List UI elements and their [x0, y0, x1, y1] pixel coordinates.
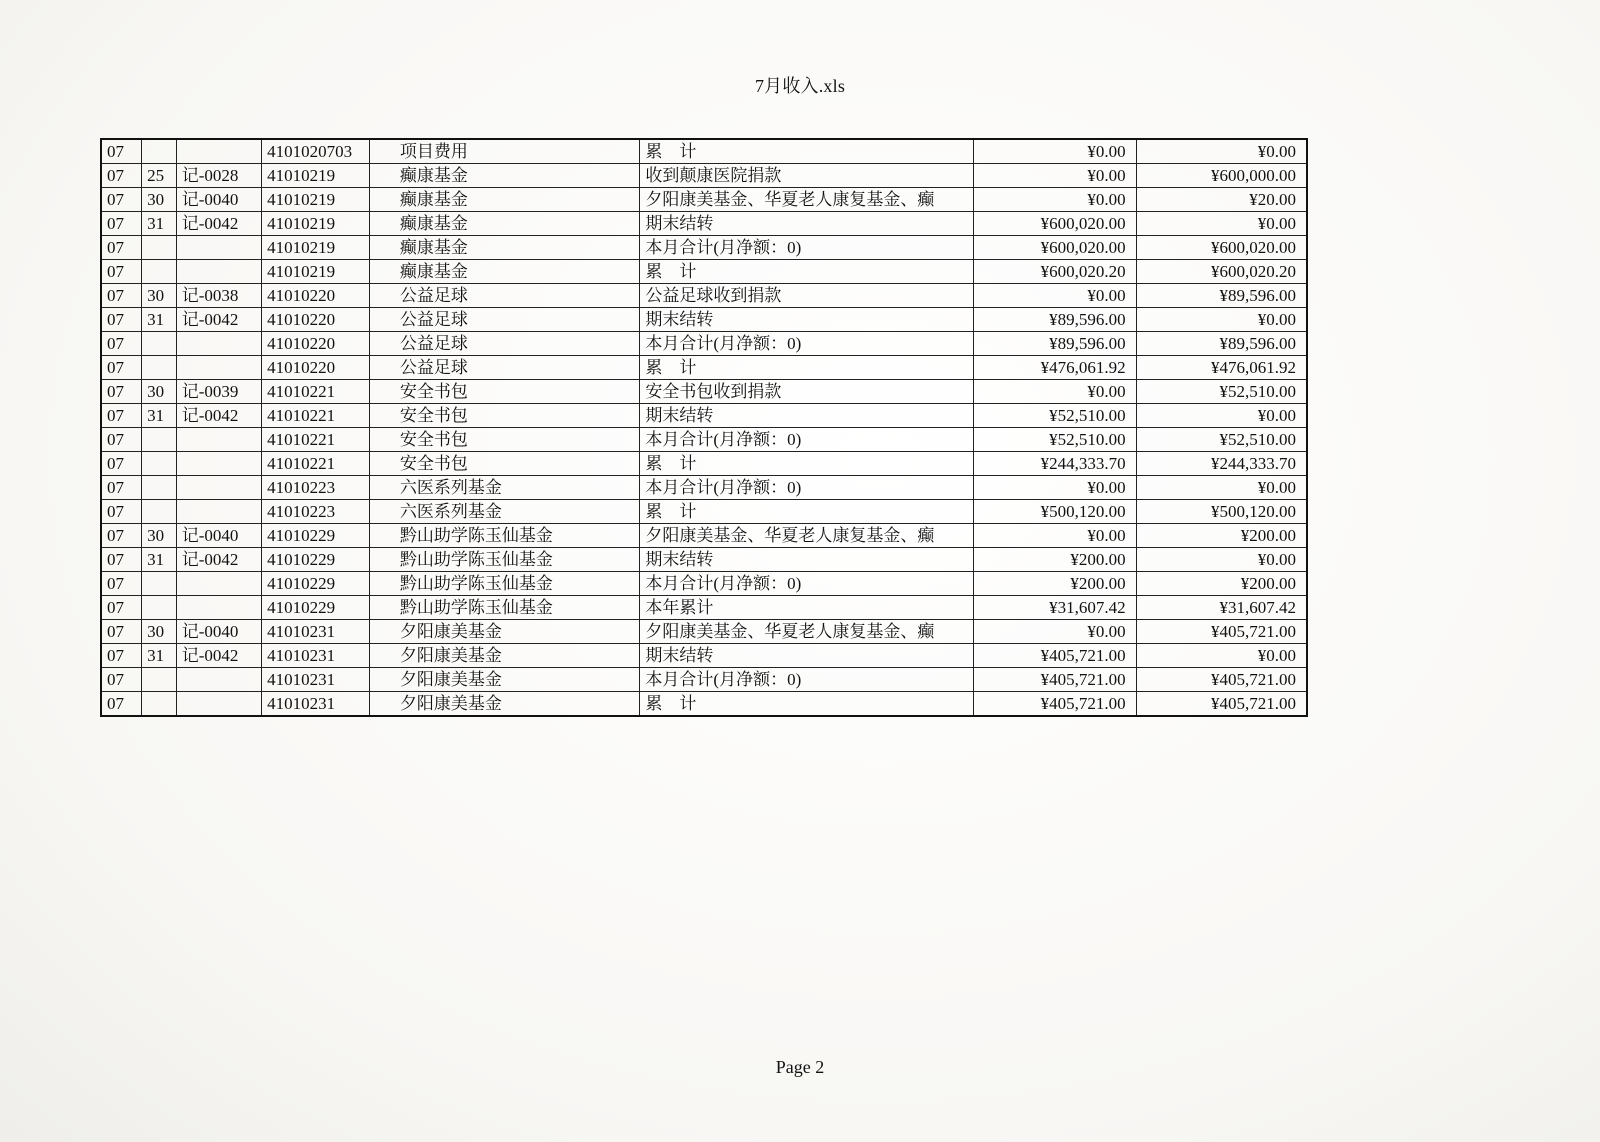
day-cell: 31 [142, 644, 177, 668]
table-row [101, 212, 1307, 236]
debit-cell: ¥600,020.00 [973, 236, 1136, 260]
summary-cell: 累 计 [640, 139, 974, 164]
account-code-cell: 41010229 [262, 524, 370, 548]
month-cell: 07 [101, 356, 142, 380]
month-cell: 07 [101, 452, 142, 476]
month-cell: 07 [101, 236, 142, 260]
month-cell: 07 [101, 212, 142, 236]
voucher-cell: 记-0039 [176, 380, 261, 404]
month-cell: 07 [101, 188, 142, 212]
table-row [101, 428, 1307, 452]
account-name-cell: 黔山助学陈玉仙基金 [369, 524, 639, 548]
month-cell: 07 [101, 404, 142, 428]
day-cell [142, 500, 177, 524]
month-cell: 07 [101, 692, 142, 717]
summary-cell: 公益足球收到捐款 [640, 284, 974, 308]
month-cell: 07 [101, 164, 142, 188]
voucher-cell [176, 596, 261, 620]
account-code-cell: 41010219 [262, 236, 370, 260]
credit-cell: ¥0.00 [1136, 476, 1307, 500]
summary-cell: 期末结转 [640, 308, 974, 332]
summary-cell: 本月合计(月净额：0) [640, 476, 974, 500]
table-row [101, 188, 1307, 212]
summary-cell: 累 计 [640, 356, 974, 380]
account-name-cell: 公益足球 [369, 308, 639, 332]
table-row [101, 139, 1307, 164]
day-cell: 30 [142, 524, 177, 548]
day-cell [142, 428, 177, 452]
account-name-cell: 夕阳康美基金 [369, 692, 639, 717]
day-cell: 25 [142, 164, 177, 188]
credit-cell: ¥200.00 [1136, 524, 1307, 548]
account-code-cell: 4101020703 [262, 139, 370, 164]
voucher-cell: 记-0042 [176, 404, 261, 428]
day-cell [142, 452, 177, 476]
account-name-cell: 安全书包 [369, 452, 639, 476]
credit-cell: ¥0.00 [1136, 212, 1307, 236]
day-cell: 30 [142, 188, 177, 212]
credit-cell: ¥600,020.20 [1136, 260, 1307, 284]
ledger-body [101, 139, 1307, 716]
ledger-table-container [100, 138, 1308, 717]
credit-cell: ¥600,020.00 [1136, 236, 1307, 260]
credit-cell: ¥476,061.92 [1136, 356, 1307, 380]
credit-cell: ¥500,120.00 [1136, 500, 1307, 524]
debit-cell: ¥52,510.00 [973, 404, 1136, 428]
account-name-cell: 癫康基金 [369, 188, 639, 212]
table-row [101, 452, 1307, 476]
credit-cell: ¥405,721.00 [1136, 620, 1307, 644]
credit-cell: ¥0.00 [1136, 548, 1307, 572]
account-name-cell: 黔山助学陈玉仙基金 [369, 596, 639, 620]
account-code-cell: 41010229 [262, 596, 370, 620]
credit-cell: ¥200.00 [1136, 572, 1307, 596]
month-cell: 07 [101, 332, 142, 356]
voucher-cell [176, 236, 261, 260]
month-cell: 07 [101, 668, 142, 692]
credit-cell: ¥600,000.00 [1136, 164, 1307, 188]
month-cell: 07 [101, 572, 142, 596]
account-code-cell: 41010223 [262, 500, 370, 524]
table-row [101, 236, 1307, 260]
table-row [101, 668, 1307, 692]
day-cell [142, 692, 177, 717]
debit-cell: ¥0.00 [973, 620, 1136, 644]
table-row [101, 572, 1307, 596]
day-cell: 31 [142, 548, 177, 572]
table-row [101, 620, 1307, 644]
table-row [101, 524, 1307, 548]
debit-cell: ¥0.00 [973, 188, 1136, 212]
month-cell: 07 [101, 139, 142, 164]
account-name-cell: 公益足球 [369, 356, 639, 380]
voucher-cell: 记-0038 [176, 284, 261, 308]
account-code-cell: 41010219 [262, 164, 370, 188]
account-name-cell: 黔山助学陈玉仙基金 [369, 572, 639, 596]
debit-cell: ¥476,061.92 [973, 356, 1136, 380]
credit-cell: ¥0.00 [1136, 404, 1307, 428]
account-code-cell: 41010229 [262, 548, 370, 572]
credit-cell: ¥0.00 [1136, 644, 1307, 668]
credit-cell: ¥20.00 [1136, 188, 1307, 212]
debit-cell: ¥0.00 [973, 284, 1136, 308]
table-row [101, 260, 1307, 284]
account-code-cell: 41010221 [262, 452, 370, 476]
voucher-cell [176, 500, 261, 524]
table-row [101, 596, 1307, 620]
month-cell: 07 [101, 284, 142, 308]
debit-cell: ¥200.00 [973, 572, 1136, 596]
account-code-cell: 41010231 [262, 692, 370, 717]
day-cell: 30 [142, 380, 177, 404]
voucher-cell [176, 356, 261, 380]
summary-cell: 收到颠康医院捐款 [640, 164, 974, 188]
page-number: Page 2 [775, 1057, 825, 1077]
account-code-cell: 41010220 [262, 284, 370, 308]
month-cell: 07 [101, 308, 142, 332]
voucher-cell [176, 260, 261, 284]
summary-cell: 本月合计(月净额：0) [640, 428, 974, 452]
voucher-cell [176, 332, 261, 356]
table-row [101, 284, 1307, 308]
account-name-cell: 夕阳康美基金 [369, 620, 639, 644]
account-name-cell: 癫康基金 [369, 164, 639, 188]
summary-cell: 期末结转 [640, 644, 974, 668]
account-code-cell: 41010219 [262, 212, 370, 236]
credit-cell: ¥405,721.00 [1136, 668, 1307, 692]
account-name-cell: 六医系列基金 [369, 476, 639, 500]
day-cell [142, 332, 177, 356]
table-row [101, 644, 1307, 668]
month-cell: 07 [101, 476, 142, 500]
account-name-cell: 黔山助学陈玉仙基金 [369, 548, 639, 572]
voucher-cell [176, 139, 261, 164]
account-name-cell: 癫康基金 [369, 260, 639, 284]
account-code-cell: 41010219 [262, 188, 370, 212]
voucher-cell: 记-0040 [176, 524, 261, 548]
voucher-cell [176, 452, 261, 476]
month-cell: 07 [101, 524, 142, 548]
debit-cell: ¥500,120.00 [973, 500, 1136, 524]
day-cell [142, 356, 177, 380]
credit-cell: ¥52,510.00 [1136, 428, 1307, 452]
debit-cell: ¥0.00 [973, 164, 1136, 188]
credit-cell: ¥52,510.00 [1136, 380, 1307, 404]
voucher-cell: 记-0028 [176, 164, 261, 188]
debit-cell: ¥405,721.00 [973, 644, 1136, 668]
account-name-cell: 癫康基金 [369, 236, 639, 260]
credit-cell: ¥89,596.00 [1136, 332, 1307, 356]
voucher-cell: 记-0042 [176, 212, 261, 236]
debit-cell: ¥405,721.00 [973, 692, 1136, 717]
voucher-cell: 记-0040 [176, 620, 261, 644]
day-cell: 31 [142, 212, 177, 236]
day-cell [142, 260, 177, 284]
debit-cell: ¥0.00 [973, 139, 1136, 164]
voucher-cell [176, 428, 261, 452]
account-name-cell: 夕阳康美基金 [369, 644, 639, 668]
account-code-cell: 41010221 [262, 404, 370, 428]
voucher-cell [176, 692, 261, 717]
debit-cell: ¥244,333.70 [973, 452, 1136, 476]
day-cell [142, 236, 177, 260]
summary-cell: 安全书包收到捐款 [640, 380, 974, 404]
account-code-cell: 41010231 [262, 644, 370, 668]
account-name-cell: 安全书包 [369, 404, 639, 428]
summary-cell: 累 计 [640, 452, 974, 476]
day-cell [142, 572, 177, 596]
account-code-cell: 41010223 [262, 476, 370, 500]
debit-cell: ¥200.00 [973, 548, 1136, 572]
day-cell [142, 139, 177, 164]
summary-cell: 本月合计(月净额：0) [640, 668, 974, 692]
day-cell [142, 596, 177, 620]
voucher-cell: 记-0040 [176, 188, 261, 212]
summary-cell: 期末结转 [640, 212, 974, 236]
month-cell: 07 [101, 644, 142, 668]
summary-cell: 期末结转 [640, 404, 974, 428]
summary-cell: 累 计 [640, 692, 974, 717]
document-title: 7月收入.xls [754, 76, 846, 96]
month-cell: 07 [101, 548, 142, 572]
voucher-cell [176, 668, 261, 692]
day-cell [142, 668, 177, 692]
credit-cell: ¥0.00 [1136, 139, 1307, 164]
summary-cell: 本月合计(月净额：0) [640, 572, 974, 596]
day-cell: 31 [142, 308, 177, 332]
debit-cell: ¥0.00 [973, 380, 1136, 404]
voucher-cell [176, 476, 261, 500]
summary-cell: 期末结转 [640, 548, 974, 572]
month-cell: 07 [101, 596, 142, 620]
account-code-cell: 41010229 [262, 572, 370, 596]
month-cell: 07 [101, 620, 142, 644]
debit-cell: ¥600,020.00 [973, 212, 1136, 236]
day-cell [142, 476, 177, 500]
table-row [101, 476, 1307, 500]
day-cell: 31 [142, 404, 177, 428]
credit-cell: ¥405,721.00 [1136, 692, 1307, 717]
table-row [101, 308, 1307, 332]
summary-cell: 累 计 [640, 260, 974, 284]
voucher-cell: 记-0042 [176, 644, 261, 668]
account-name-cell: 公益足球 [369, 284, 639, 308]
credit-cell: ¥0.00 [1136, 308, 1307, 332]
table-row [101, 692, 1307, 717]
summary-cell: 本月合计(月净额：0) [640, 332, 974, 356]
debit-cell: ¥31,607.42 [973, 596, 1136, 620]
day-cell: 30 [142, 284, 177, 308]
debit-cell: ¥52,510.00 [973, 428, 1136, 452]
account-name-cell: 项目费用 [369, 139, 639, 164]
account-name-cell: 安全书包 [369, 380, 639, 404]
table-row [101, 380, 1307, 404]
account-name-cell: 安全书包 [369, 428, 639, 452]
table-row [101, 164, 1307, 188]
account-code-cell: 41010220 [262, 332, 370, 356]
credit-cell: ¥89,596.00 [1136, 284, 1307, 308]
account-code-cell: 41010220 [262, 356, 370, 380]
table-row [101, 548, 1307, 572]
voucher-cell: 记-0042 [176, 548, 261, 572]
credit-cell: ¥244,333.70 [1136, 452, 1307, 476]
month-cell: 07 [101, 260, 142, 284]
summary-cell: 夕阳康美基金、华夏老人康复基金、癫 [640, 620, 974, 644]
voucher-cell [176, 572, 261, 596]
ledger-table [100, 138, 1308, 717]
debit-cell: ¥89,596.00 [973, 332, 1136, 356]
account-code-cell: 41010231 [262, 620, 370, 644]
summary-cell: 本年累计 [640, 596, 974, 620]
debit-cell: ¥405,721.00 [973, 668, 1136, 692]
month-cell: 07 [101, 500, 142, 524]
account-name-cell: 六医系列基金 [369, 500, 639, 524]
table-row [101, 500, 1307, 524]
account-name-cell: 癫康基金 [369, 212, 639, 236]
account-code-cell: 41010231 [262, 668, 370, 692]
month-cell: 07 [101, 428, 142, 452]
table-row [101, 356, 1307, 380]
debit-cell: ¥89,596.00 [973, 308, 1136, 332]
account-code-cell: 41010221 [262, 380, 370, 404]
debit-cell: ¥600,020.20 [973, 260, 1136, 284]
summary-cell: 夕阳康美基金、华夏老人康复基金、癫 [640, 188, 974, 212]
table-row [101, 404, 1307, 428]
summary-cell: 本月合计(月净额：0) [640, 236, 974, 260]
month-cell: 07 [101, 380, 142, 404]
day-cell: 30 [142, 620, 177, 644]
credit-cell: ¥31,607.42 [1136, 596, 1307, 620]
account-code-cell: 41010220 [262, 308, 370, 332]
account-code-cell: 41010219 [262, 260, 370, 284]
voucher-cell: 记-0042 [176, 308, 261, 332]
table-row [101, 332, 1307, 356]
debit-cell: ¥0.00 [973, 524, 1136, 548]
account-name-cell: 夕阳康美基金 [369, 668, 639, 692]
account-name-cell: 公益足球 [369, 332, 639, 356]
account-code-cell: 41010221 [262, 428, 370, 452]
summary-cell: 夕阳康美基金、华夏老人康复基金、癫 [640, 524, 974, 548]
debit-cell: ¥0.00 [973, 476, 1136, 500]
summary-cell: 累 计 [640, 500, 974, 524]
